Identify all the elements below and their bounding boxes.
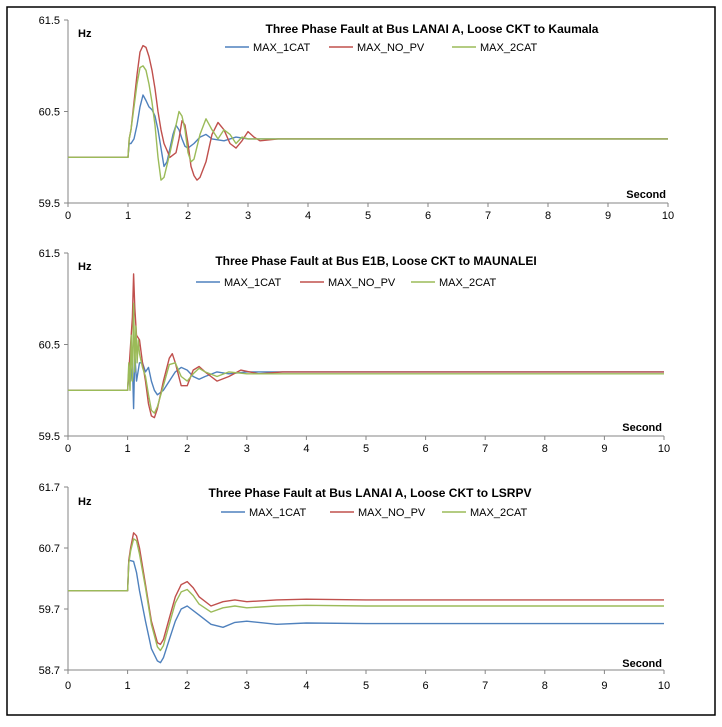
x-axis-label: Second	[622, 658, 662, 670]
y-axis-label: Hz	[78, 496, 92, 508]
legend-entry: MAX_1CAT	[249, 507, 307, 519]
y-tick-label: 61.5	[38, 15, 60, 27]
x-tick-label: 0	[64, 680, 72, 692]
chart-panel-3	[39, 482, 671, 692]
chart-title: Three Phase Fault at Bus LANAI A, Loose CKT to Kaumala	[265, 22, 599, 36]
y-tick-label: 61.7	[38, 482, 60, 494]
x-tick-label: 5	[364, 210, 372, 222]
x-tick-label: 9	[601, 680, 608, 692]
x-tick-label: 9	[604, 210, 612, 222]
y-tick-label: 59.5	[38, 198, 60, 210]
series-line-max-2cat	[68, 303, 664, 413]
legend-entry: MAX_2CAT	[439, 277, 497, 289]
series-line-max-no-pv	[68, 274, 664, 418]
y-axis-label: Hz	[78, 28, 92, 40]
x-tick-label: 5	[362, 443, 370, 455]
y-tick-label: 61.5	[38, 248, 60, 260]
x-tick-label: 7	[482, 680, 489, 692]
x-tick-label: 4	[303, 443, 310, 455]
x-tick-label: 10	[661, 210, 675, 222]
x-tick-label: 9	[601, 443, 608, 455]
legend-entry: MAX_NO_PV	[328, 277, 396, 289]
x-tick-label: 6	[422, 443, 429, 455]
y-tick-label: 58.7	[38, 665, 60, 677]
x-tick-label: 4	[303, 680, 310, 692]
legend-entry: MAX_1CAT	[224, 277, 282, 289]
x-tick-label: 1	[124, 443, 131, 455]
series-line-max-no-pv	[68, 533, 664, 645]
x-tick-label: 8	[541, 443, 548, 455]
y-tick-label: 59.5	[38, 431, 60, 443]
y-tick-label: 60.5	[38, 106, 60, 119]
x-tick-label: 1	[124, 210, 132, 222]
y-tick-label: 60.7	[38, 543, 60, 555]
x-tick-label: 5	[362, 680, 370, 692]
legend-entry: MAX_NO_PV	[358, 507, 426, 519]
x-tick-label: 0	[64, 210, 72, 222]
x-tick-label: 6	[424, 210, 432, 222]
x-tick-label: 8	[544, 210, 552, 222]
x-tick-label: 3	[243, 680, 250, 692]
chart-panel-2	[39, 248, 671, 455]
x-tick-label: 2	[184, 443, 191, 455]
legend-entry: MAX_2CAT	[480, 42, 538, 54]
x-tick-label: 0	[64, 443, 72, 455]
y-axis-label: Hz	[78, 261, 92, 273]
chart-title: Three Phase Fault at Bus LANAI A, Loose CKT to LSRPV	[208, 486, 532, 500]
x-tick-label: 10	[657, 443, 671, 455]
series-line-max-1cat	[68, 354, 664, 409]
x-tick-label: 2	[184, 210, 192, 222]
x-axis-label: Second	[626, 189, 666, 201]
legend-entry: MAX_2CAT	[470, 507, 528, 519]
x-tick-label: 10	[657, 680, 671, 692]
y-tick-label: 60.5	[38, 339, 60, 352]
x-tick-label: 3	[244, 210, 252, 222]
x-tick-label: 1	[124, 680, 131, 692]
chart-title: Three Phase Fault at Bus E1B, Loose CKT to MAUNALEI	[215, 254, 537, 268]
x-axis-label: Second	[622, 422, 662, 434]
legend-entry: MAX_NO_PV	[357, 42, 425, 54]
x-tick-label: 7	[484, 210, 492, 222]
y-tick-label: 59.7	[38, 604, 60, 616]
series-line-max-2cat	[68, 539, 664, 651]
outer-border	[7, 7, 715, 715]
legend-entry: MAX_1CAT	[253, 42, 311, 54]
x-tick-label: 3	[243, 443, 250, 455]
chart-panel-1	[39, 15, 675, 222]
x-tick-label: 6	[422, 680, 429, 692]
x-tick-label: 4	[304, 210, 312, 222]
x-tick-label: 7	[482, 443, 489, 455]
x-tick-label: 8	[541, 680, 548, 692]
x-tick-label: 2	[184, 680, 191, 692]
series-line-max-2cat	[68, 66, 668, 180]
